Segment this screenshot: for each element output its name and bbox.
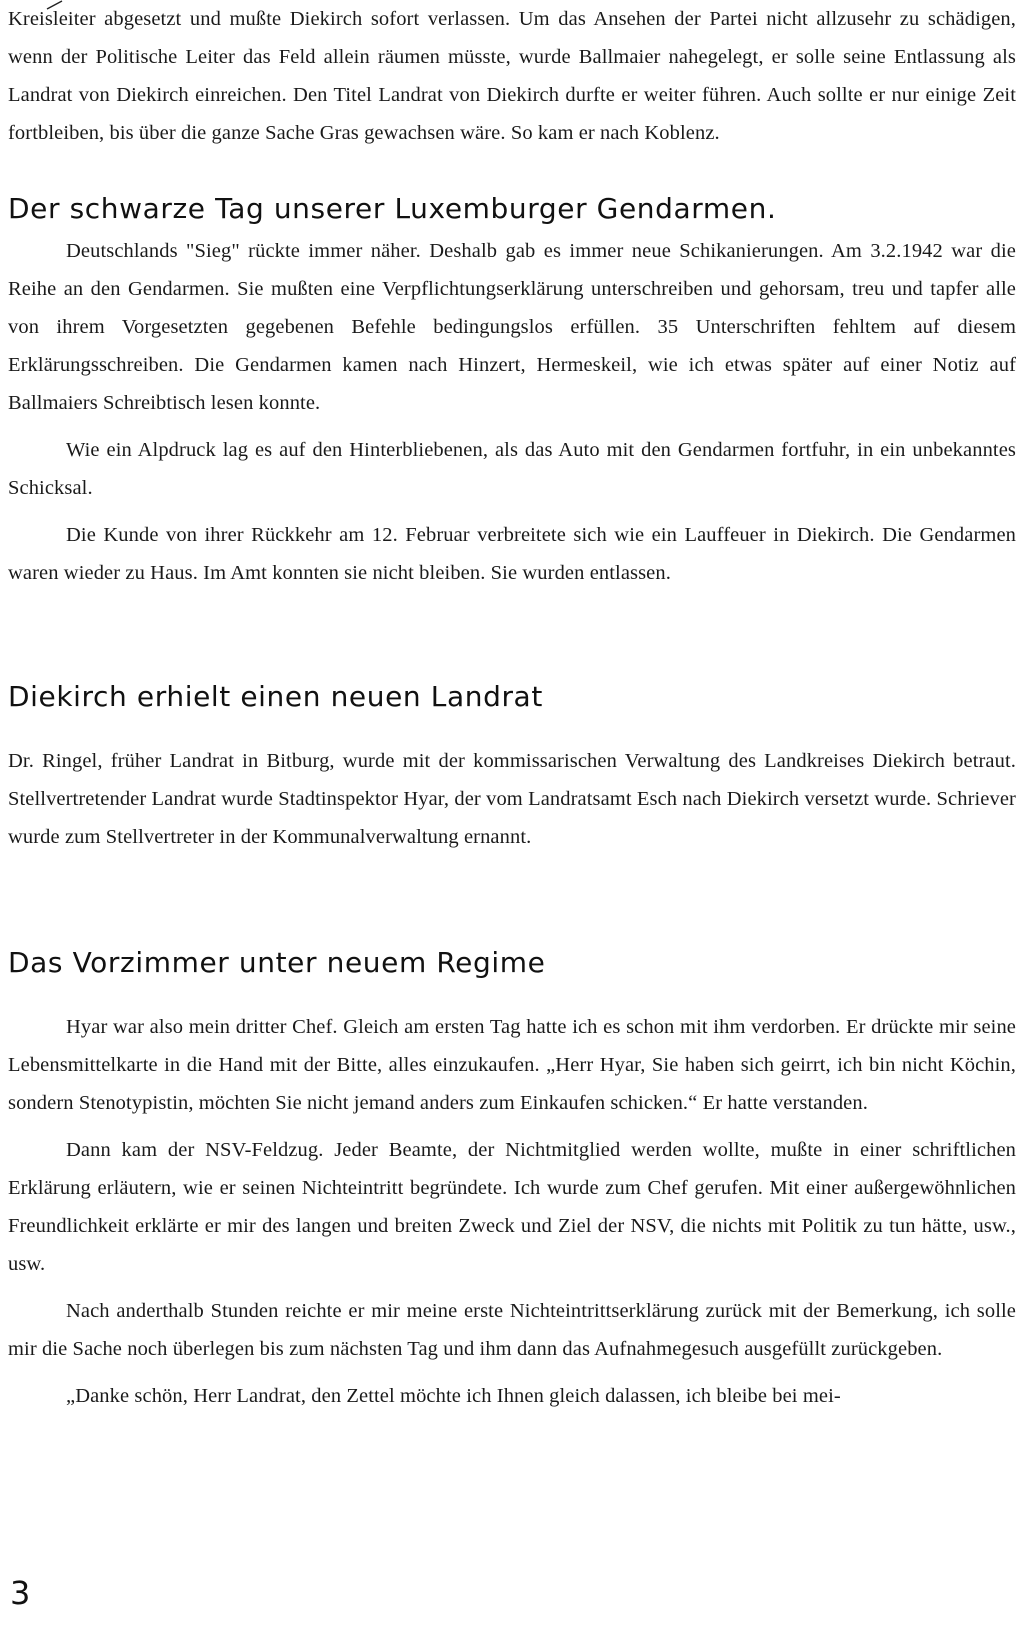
section-heading-vorzimmer: Das Vorzimmer unter neuem Regime bbox=[8, 946, 546, 979]
section-vorzimmer-body bbox=[8, 1008, 1016, 1415]
paragraph: Dr. Ringel, früher Landrat in Bitburg, wurde mit der kommissarischen Verwaltung des Landkreises Diekirch betraut. Stellvertretender Landrat wurde Stadtinspektor Hyar, der vom Landratsamt Esch nach Diekirch versetzt wurde. Schriever wurde zum Stellvertreter in der Kommunalverwaltung ernannt. bbox=[8, 750, 1016, 848]
section-heading-landrat: Diekirch erhielt einen neuen Landrat bbox=[8, 680, 543, 713]
section-vorzimmer bbox=[8, 946, 1016, 979]
section-heading-gendarmen: Der schwarze Tag unserer Luxemburger Gendarmen. bbox=[8, 192, 777, 225]
intro-block bbox=[8, 0, 1016, 152]
paragraph: Hyar war also mein dritter Chef. Gleich am ersten Tag hatte ich es schon mit ihm verdorben. Er drückte mir seine Lebensmittelkarte in die Hand mit der Bitte, alles einzukaufen. „Herr Hyar, Sie haben sich geirrt, ich bin nicht Köchin, sondern Stenotypistin, möchten Sie nicht jemand anders zum Einkaufen schicken.“ Er hatte verstanden. bbox=[8, 1016, 1016, 1114]
section-landrat bbox=[8, 680, 1016, 713]
paragraph: „Danke schön, Herr Landrat, den Zettel möchte ich Ihnen gleich dalassen, ich bleibe bei mei- bbox=[66, 1385, 841, 1407]
paragraph: Wie ein Alpdruck lag es auf den Hinterbliebenen, als das Auto mit den Gendarmen fortfuhr, in ein unbekanntes Schicksal. bbox=[8, 439, 1016, 499]
paragraph: Deutschlands "Sieg" rückte immer näher. Deshalb gab es immer neue Schikanierungen. Am 3.2.1942 war die Reihe an den Gendarmen. Sie mußten eine Verpflichtungserklärung unterschreiben und gehorsam, treu und tapfer alle von ihrem Vorgesetzten gegebenen Befehle bedingungslos erfüllen. 35 Unterschriften fehltem auf diesem Erklärungsschreiben. Die Gendarmen kamen nach Hinzert, Hermeskeil, wie ich etwas später auf einer Notiz auf Ballmaiers Schreibtisch lesen konnte. bbox=[8, 240, 1016, 414]
intro-paragraph: Kreisleiter abgesetzt und mußte Diekirch sofort verlassen. Um das Ansehen der Partei nicht allzusehr zu schädigen, wenn der Politische Leiter das Feld allein räumen müsste, wurde Ballmaier nahegelegt, er solle seine Entlassung als Landrat von Diekirch einreichen. Den Titel Landrat von Diekirch durfte er weiter führen. Auch sollte er nur einige Zeit fortbleiben, bis über die ganze Sache Gras gewachsen wäre. So kam er nach Koblenz. bbox=[8, 8, 1016, 144]
page-number: 3 bbox=[10, 1574, 31, 1612]
paragraph: Die Kunde von ihrer Rückkehr am 12. Februar verbreitete sich wie ein Lauffeuer in Diekirch. Die Gendarmen waren wieder zu Haus. Im Amt konnten sie nicht bleiben. Sie wurden entlassen. bbox=[8, 524, 1016, 584]
document-page bbox=[8, 0, 1016, 1627]
section-landrat-body bbox=[8, 742, 1016, 856]
paragraph: Nach anderthalb Stunden reichte er mir meine erste Nichteintrittserklärung zurück mit der Bemerkung, ich solle mir die Sache noch überlegen bis zum nächsten Tag und ihm dann das Aufnahmegesuch ausgefüllt zurückgeben. bbox=[8, 1300, 1016, 1360]
paragraph: Dann kam der NSV-Feldzug. Jeder Beamte, der Nichtmitglied werden wollte, mußte in einer schriftlichen Erklärung erläutern, wie er seinen Nichteintritt begründete. Ich wurde zum Chef gerufen. Mit einer außergewöhnlichen Freundlichkeit erklärte er mir des langen und breiten Zweck und Ziel der NSV, die nichts mit Politik zu tun hätte, usw., usw. bbox=[8, 1139, 1016, 1275]
section-gendarmen bbox=[8, 192, 1016, 225]
section-gendarmen-body bbox=[8, 232, 1016, 592]
